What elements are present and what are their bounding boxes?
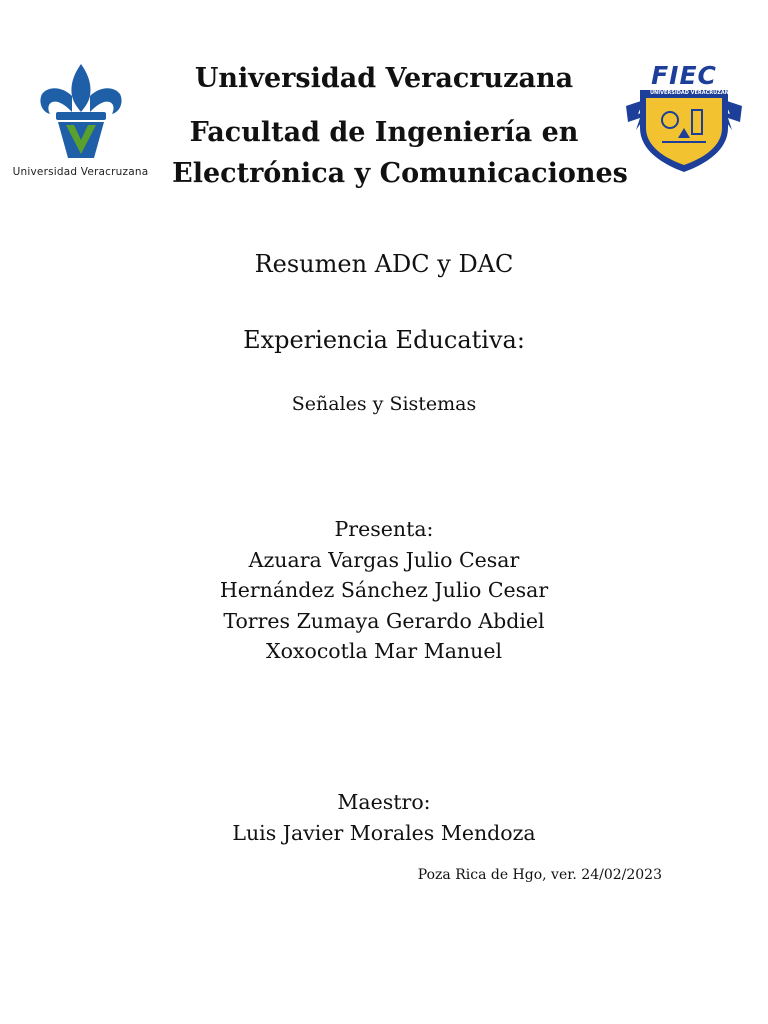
presenter-name: Hernández Sánchez Julio Cesar bbox=[219, 578, 549, 602]
faculty-name-line1: Facultad de Ingeniería en bbox=[189, 117, 579, 148]
course-label: Experiencia Educativa: bbox=[243, 326, 525, 354]
document-title: Resumen ADC y DAC bbox=[254, 250, 514, 278]
fleur-de-lis-uv-icon bbox=[36, 62, 126, 162]
fiec-wordmark: FIEC bbox=[651, 61, 717, 90]
presenters-label: Presenta: bbox=[334, 517, 434, 541]
teacher-block bbox=[0, 787, 768, 849]
place-date: Poza Rica de Hgo, ver. 24/02/2023 bbox=[417, 867, 662, 883]
course-name: Señales y Sistemas bbox=[291, 393, 477, 415]
teacher-label: Maestro: bbox=[337, 790, 431, 814]
fiec-ribbon-text: UNIVERSIDAD VERACRUZANA bbox=[650, 90, 733, 96]
uv-logo bbox=[8, 62, 153, 192]
presenter-name: Torres Zumaya Gerardo Abdiel bbox=[223, 608, 545, 633]
university-name: Universidad Veracruzana bbox=[194, 63, 574, 94]
presenter-name: Xoxocotla Mar Manuel bbox=[265, 639, 503, 663]
faculty-name-line2: Electrónica y Comunicaciones bbox=[172, 158, 628, 189]
presenter-name: Azuara Vargas Julio Cesar bbox=[248, 547, 520, 572]
uv-logo-caption: Universidad Veracruzana bbox=[12, 166, 149, 178]
presenters-block bbox=[0, 514, 768, 667]
teacher-name: Luis Javier Morales Mendoza bbox=[232, 821, 536, 845]
